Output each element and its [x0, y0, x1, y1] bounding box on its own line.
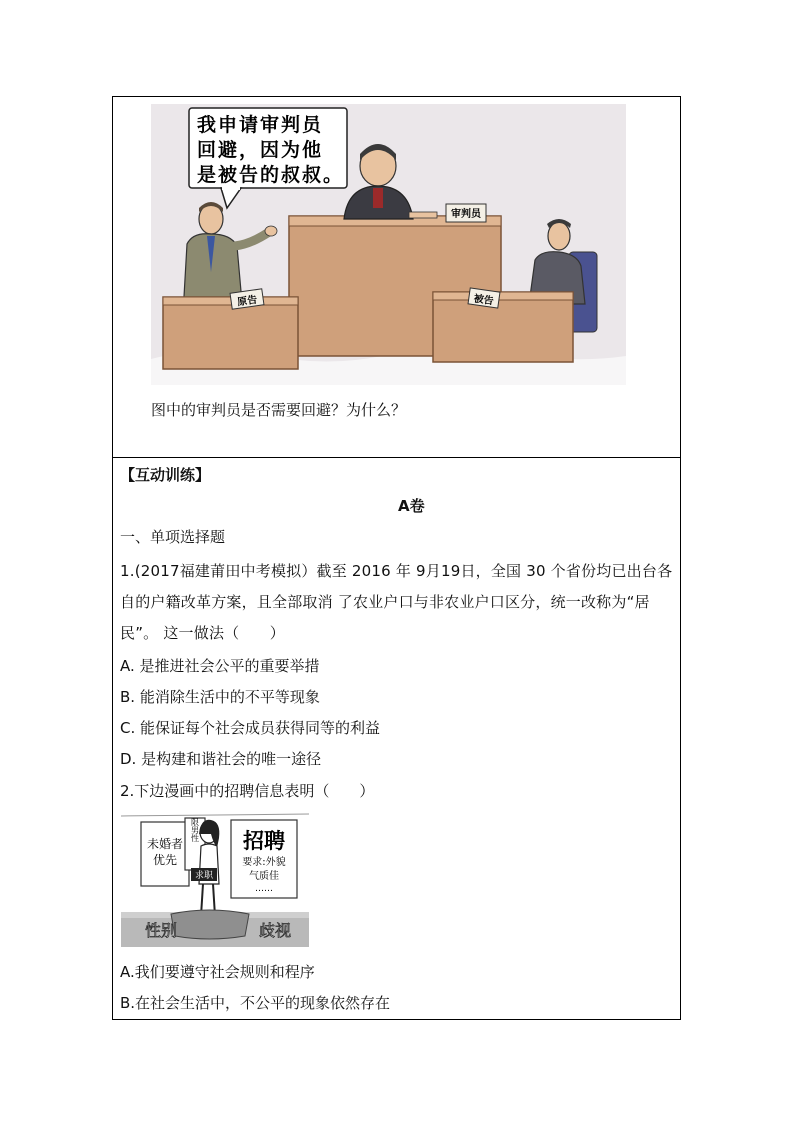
sign-right-line-3: …… [255, 884, 273, 894]
speech-line-2: 回避，因为他 [197, 139, 324, 161]
sign-right-line-1: 要求:外貌 [242, 857, 286, 868]
defendant-sign-label: 被告 [472, 293, 495, 308]
sign-right-line-2: 气质佳 [249, 871, 279, 882]
jobseeker-tag: 求职 [194, 871, 214, 881]
paper-label: A卷 [398, 497, 425, 515]
cartoon-question: 图中的审判员是否需要回避？为什么？ [151, 401, 407, 419]
q1-option-b: B. 能消除生活中的不平等现象 [120, 688, 320, 706]
courtroom-cartoon [151, 104, 626, 385]
q1-option-d: D. 是构建和谐社会的唯一途径 [120, 750, 322, 768]
q2-option-a: A.我们要遵守社会规则和程序 [120, 963, 315, 981]
ground-right-label: 歧视 [259, 921, 292, 940]
speech-line-1: 我申请审判员 [197, 114, 324, 136]
sign-left-line-1: 未婚者 [146, 837, 184, 851]
part-heading: 一、单项选择题 [120, 528, 226, 546]
question-2-stem: 2.下边漫画中的招聘信息表明（ ） [120, 782, 375, 800]
sign-left-line-2: 优先 [152, 853, 178, 867]
speech-line-3: 是被告的叔叔。 [197, 164, 345, 186]
sign-right-title: 招聘 [243, 829, 285, 853]
section-heading: 【互动训练】 [120, 466, 211, 484]
q1-option-a: A. 是推进社会公平的重要举措 [120, 657, 320, 675]
plaintiff-sign-label: 原告 [236, 294, 259, 309]
hiring-cartoon [121, 812, 309, 947]
question-1-stem: 1.(2017福建莆田中考模拟）截至 2016 年 9月19日，全国 30 个省份均已出台各自的户籍改革方案，且全部取消 了农业户口与非农业户口区分，统一改称为“居民”。 这一做法（ ） [120, 562, 673, 642]
ground-left-label: 性别 [145, 921, 178, 940]
judge-sign-label: 审判员 [451, 209, 481, 220]
table-row-divider [112, 457, 681, 458]
sign-mid-line-1: 限男性 [190, 818, 200, 842]
q2-option-b: B.在社会生活中，不公平的现象依然存在 [120, 994, 391, 1012]
q1-option-c: C. 能保证每个社会成员获得同等的利益 [120, 719, 381, 737]
